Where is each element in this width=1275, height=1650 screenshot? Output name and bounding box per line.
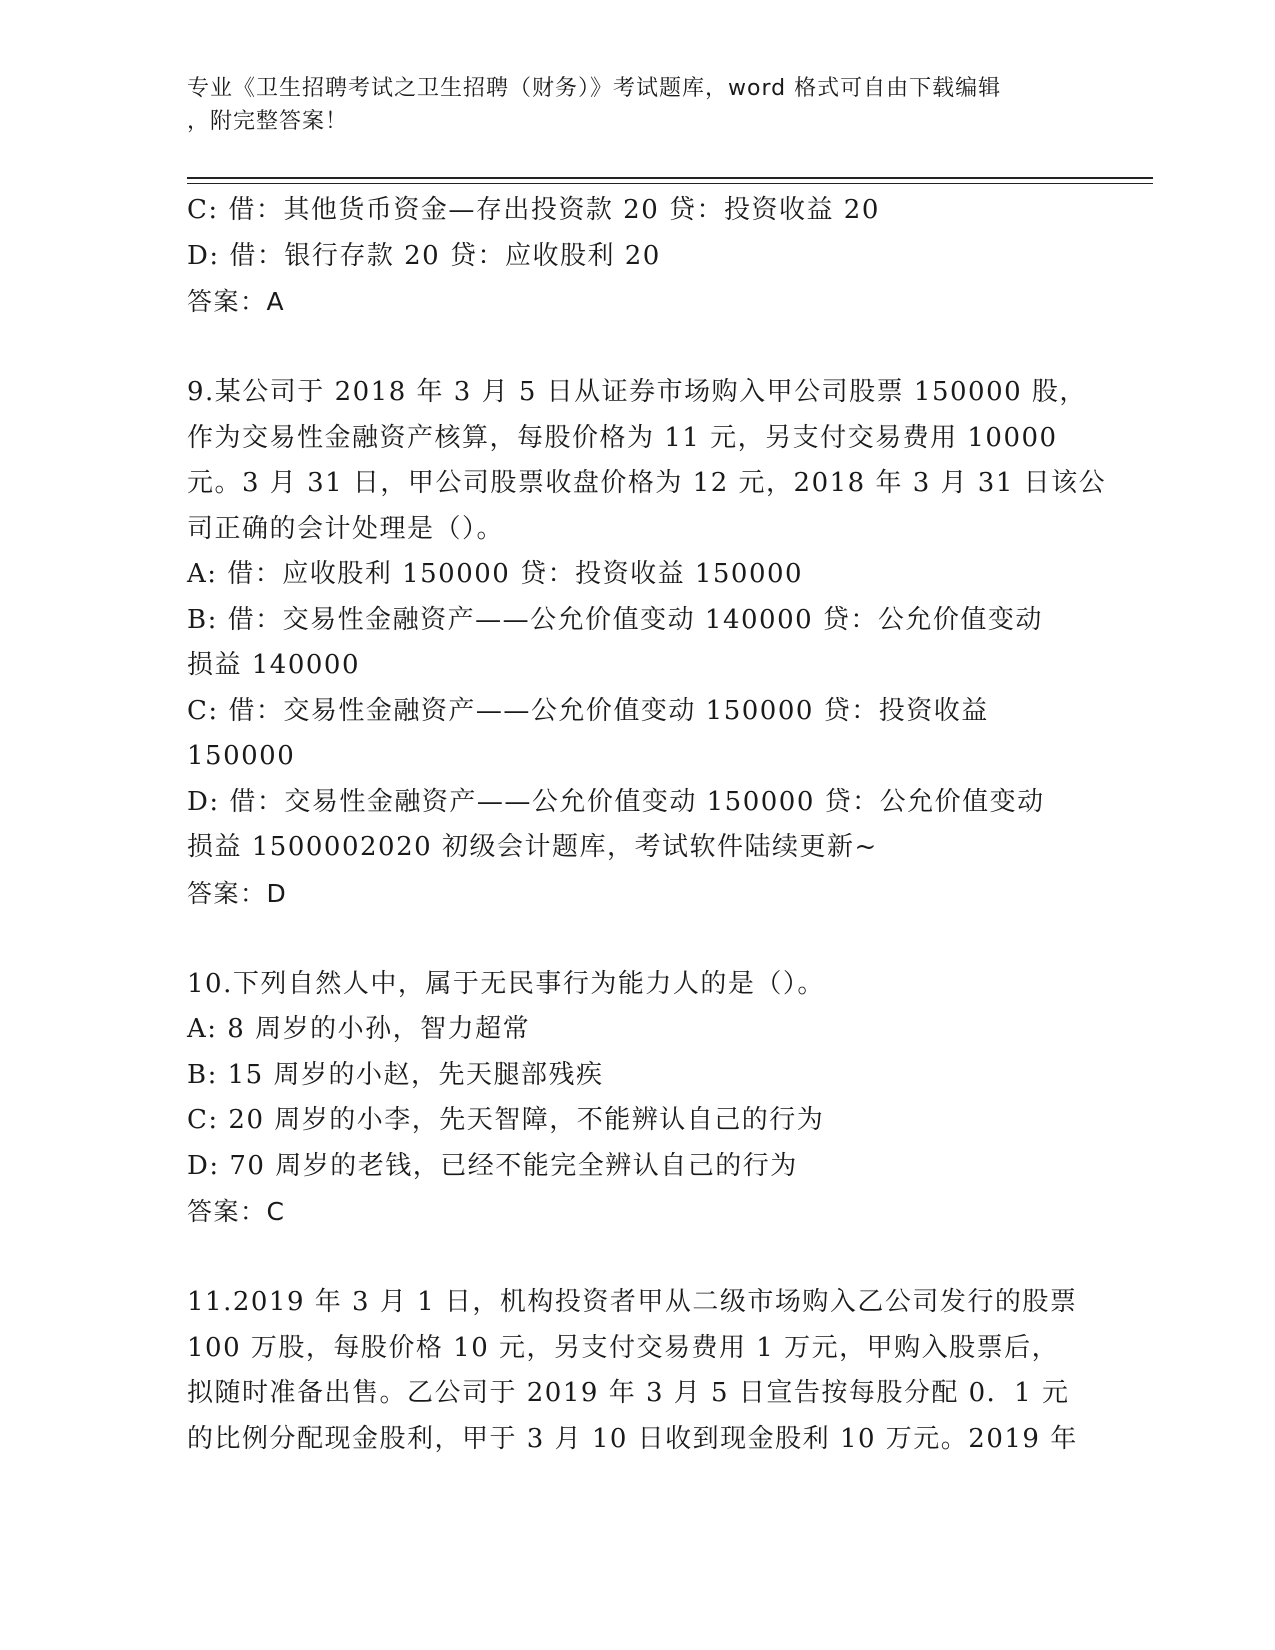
question-stem-line: 作为交易性金融资产核算，每股价格为 11 元，另支付交易费用 10000 (187, 422, 1058, 453)
option-a: A: 借：应收股利 150000 贷：投资收益 150000 (187, 559, 804, 589)
document-header (187, 72, 1067, 138)
header-divider-thick (187, 177, 1153, 179)
answer-line: 答案：C (187, 1197, 286, 1226)
answer-line: 答案：A (187, 287, 286, 316)
option-d-continued: 损益 1500002020 初级会计题库，考试软件陆续更新~ (187, 832, 878, 862)
option-d: D: 借：银行存款 20 贷：应收股利 20 (187, 240, 661, 271)
question-content (187, 188, 1107, 1462)
spacer (187, 1235, 1087, 1281)
header-title-line-2: ，附完整答案！ (187, 109, 349, 134)
spacer (187, 325, 1087, 371)
spacer (187, 916, 1087, 962)
question-11 (187, 1280, 1087, 1462)
question-stem-line: 11.2019 年 3 月 1 日，机构投资者甲从二级市场购入乙公司发行的股票 (187, 1287, 1078, 1317)
option-b: B: 借：交易性金融资产——公允价值变动 140000 贷：公允价值变动 (187, 604, 1043, 635)
question-stem-line: 9.某公司于 2018 年 3 月 5 日从证券市场购入甲公司股票 150000 股， (187, 377, 1087, 407)
header-title-line-1: 专业《卫生招聘考试之卫生招聘（财务）》考试题库，word 格式可自由下载编辑 (187, 76, 1002, 101)
option-d: D: 70 周岁的老钱，已经不能完全辨认自己的行为 (187, 1150, 798, 1181)
question-stem-line: 10.下列自然人中，属于无民事行为能力人的是（）。 (187, 968, 825, 999)
question-stem-line: 拟随时准备出售。乙公司于 2019 年 3 月 5 日宣告按每股分配 0．1 元 (187, 1378, 1070, 1408)
answer-line: 答案：D (187, 878, 288, 908)
question-stem-line: 100 万股，每股价格 10 元，另支付交易费用 1 万元，甲购入股票后， (187, 1332, 1060, 1363)
question-9 (187, 370, 1107, 916)
question-stem-line: 元。3 月 31 日，甲公司股票收盘价格为 12 元，2018 年 3 月 31 日该公 (187, 468, 1107, 498)
option-c-continued: 150000 (187, 741, 296, 771)
question-8-tail (187, 188, 1087, 325)
option-c: C: 20 周岁的小李，先天智障，不能辨认自己的行为 (187, 1105, 825, 1135)
option-d: D: 借：交易性金融资产——公允价值变动 150000 贷：公允价值变动 (187, 786, 1045, 817)
header-divider-thin (187, 183, 1153, 184)
option-b-continued: 损益 140000 (187, 650, 361, 680)
option-c: C: 借：其他货币资金—存出投资款 20 贷：投资收益 20 (187, 195, 880, 225)
option-a: A: 8 周岁的小孙，智力超常 (187, 1014, 531, 1044)
option-c: C: 借：交易性金融资产——公允价值变动 150000 贷：投资收益 (187, 695, 989, 726)
question-10 (187, 962, 1087, 1235)
question-stem-line: 司正确的会计处理是（）。 (187, 513, 505, 544)
question-stem-line: 的比例分配现金股利，甲于 3 月 10 日收到现金股利 10 万元。2019 年 (187, 1423, 1078, 1454)
option-b: B: 15 周岁的小赵，先天腿部残疾 (187, 1059, 604, 1090)
